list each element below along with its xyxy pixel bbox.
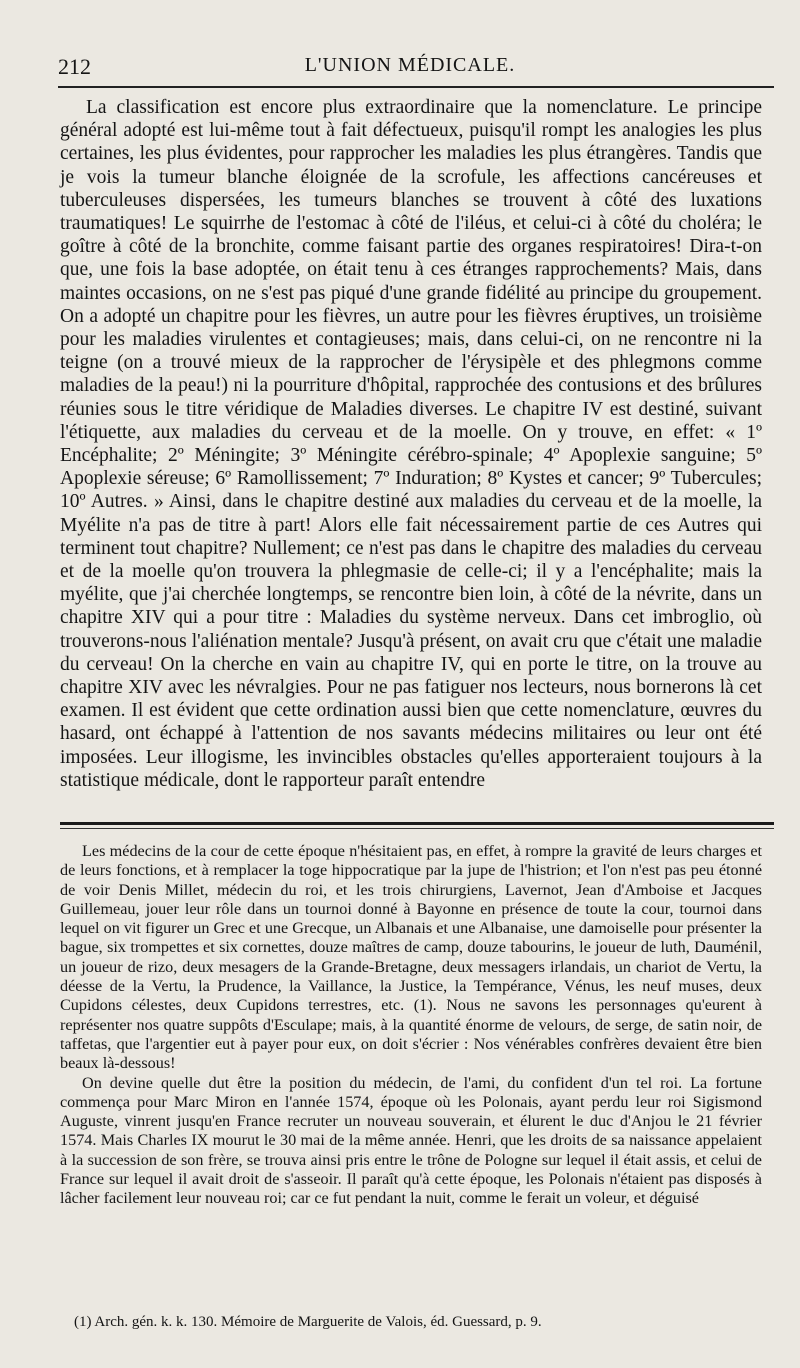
section-divider-thin: [60, 828, 774, 829]
header-rule: [58, 86, 774, 88]
feuilleton-paragraph: Les médecins de la cour de cette époque n'hésitaient pas, en effet, à rompre la gravité de leurs charges et de leurs fonctions, et à remplacer la toge hippocratique par la jupe de l'histrion; et l'on n'est pas peu étonné de voir Denis Millet, médecin du roi, et les trois chirurgiens, Lavernot, Jean d'Amboise et Jacques Guillemeau, jouer leur rôle dans un tournoi donné à Bayonne en présence de toute la cour, tournoi dans lequel on vit figurer un Grec et une Grecque, un Albanais et une Albanaise, une damoiselle pour présenter la bague, six trompettes et six cornettes, douze maîtres de camp, douze tabourins, le joueur de luth, Dauménil, un joueur de rizo, deux mesagers de la Grande-Bretagne, deux messagers irlandais, un chariot de Vertu, la déesse de la Vertu, la Prudence, la Vaillance, la Justice, la Tempérance, Vénus, les neuf muses, deux Cupidons célestes, deux Cupidons terrestres, etc. (1). Nous ne savons les personnages qu'eurent à représenter nos quatre suppôts d'Esculape; mais, à la quantité énorme de velours, de serge, de satin noir, de taffetas, que l'argentier eut à payer pour eux, on doit s'écrier : Nos vénérables confrères devaient être bien beaux là-dessous!: [60, 842, 762, 1073]
main-article: [60, 96, 762, 816]
feuilleton-section: [60, 842, 762, 1312]
page-header: [58, 44, 762, 80]
main-paragraph: La classification est encore plus extraordinaire que la nomenclature. Le principe général adopté est lui-même tout à fait défectueux, puisqu'il rompt les analogies les plus certaines, les plus évidentes, pour rapprocher les maladies les plus étrangères. Tandis que je vois la tumeur blanche éloignée de la scrofule, les affections cancéreuses et tuberculeuses dispersées, les tumeurs blanches se trouvent à côté des luxations traumatiques! Le squirrhe de l'estomac à côté de l'iléus, et celui-ci à côté du choléra; le goître à côté de la bronchite, comme faisant partie des organes respiratoires! Dira-t-on que, une fois la base adoptée, on était tenu à ces étranges rapprochements? Mais, dans maintes occasions, on ne s'est pas piqué d'une grande fidélité au principe du groupement. On a adopté un chapitre pour les fièvres, un autre pour les fièvres éruptives, un troisième pour les maladies virulentes et contagieuses; mais, dans celui-ci, on ne rencontre ni la teigne (on a trouvé mieux de la rapprocher de l'érysipèle et des phlegmons comme maladies de la peau!) ni la pourriture d'hôpital, rapprochée des contusions et des brûlures réunies sous le titre véridique de Maladies diverses. Le chapitre IV est destiné, suivant l'étiquette, aux maladies du cerveau et de la moelle. On y trouve, en effet: « 1º Encéphalite; 2º Méningite; 3º Méningite cérébro-spinale; 4º Apoplexie sanguine; 5º Apoplexie séreuse; 6º Ramollissement; 7º Induration; 8º Kystes et cancer; 9º Tubercules; 10º Autres. » Ainsi, dans le chapitre destiné aux maladies du cerveau et de la moelle, la Myélite n'a pas de titre à part! Alors elle fait nécessairement partie de ces Autres qui terminent tout chapitre? Nullement; ce n'est pas dans le chapitre des maladies du cerveau et de la moelle qu'on trouvera la phlegmasie de celle-ci; il y a l'encéphalite; mais la myélite, que j'ai cherchée longtemps, se rencontre bien loin, à côté de la névrite, dans un chapitre XIV qui a pour titre : Maladies du système nerveux. Dans cet imbroglio, où trouverons-nous l'aliénation mentale? Jusqu'à présent, on avait cru que c'était une maladie du cerveau! On la cherche en vain au chapitre IV, qui en porte le titre, on la trouve au chapitre XIV avec les névralgies. Pour ne pas fatiguer nos lecteurs, nous bornerons là cet examen. Il est évident que cette ordination aussi bien que cette nomenclature, œuvres du hasard, ont échappé à l'attention de nos savants médecins militaires ou leur ont été imposées. Leur illogisme, les invincibles obstacles qu'elles apporteraient toujours à la statistique médicale, dont le rapporteur paraît entendre: [60, 97, 762, 791]
feuilleton-paragraph: On devine quelle dut être la position du médecin, de l'ami, du confident d'un tel roi. La fortune commença pour Marc Miron en l'année 1574, époque où les Polonais, ayant perdu leur roi Sigismond Auguste, vinrent jusqu'en France recruter un nouveau souverain, et élurent le duc d'Anjou le 21 février 1574. Mais Charles IX mourut le 30 mai de la même année. Henri, que les droits de sa naissance appelaient à la succession de son frère, se trouva ainsi pris entre le trône de Pologne sur lequel il était assis, et celui de France sur lequel il avait droit de s'asseoir. Il paraît qu'à cette époque, les Polonais n'étaient pas disposés à lâcher facilement leur nouveau roi; car ce fut pendant la nuit, comme le ferait un voleur, et déguisé: [60, 1073, 762, 1208]
running-title: L'UNION MÉDICALE.: [304, 54, 516, 76]
page-number: 212: [58, 54, 91, 79]
section-divider: [60, 822, 774, 825]
footnote: (1) Arch. gén. k. k. 130. Mémoire de Marguerite de Valois, éd. Guessard, p. 9.: [74, 1314, 542, 1330]
